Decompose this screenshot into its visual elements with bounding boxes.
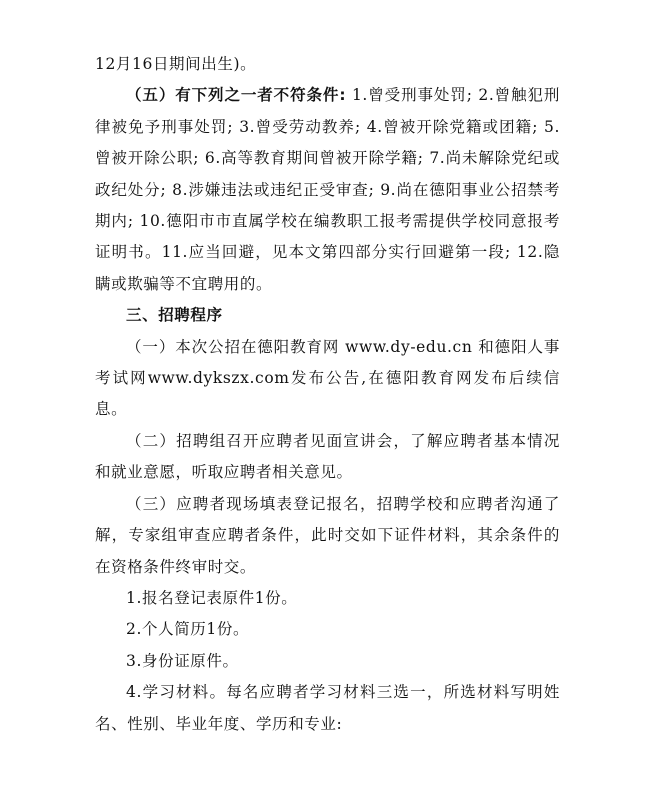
material-item-1: 1.报名登记表原件1份。 — [126, 588, 298, 607]
document-body — [95, 49, 560, 740]
procedure-step-3: （三）应聘者现场填表登记报名，招聘学校和应聘者沟通了解，专家组审查应聘者条件，此时交如下证件材料，其余条件的在资格条件终审时交。 — [95, 494, 560, 576]
paragraph-ineligibility — [95, 80, 560, 300]
section-heading-recruitment-procedure: 三、招聘程序 — [126, 306, 223, 325]
material-item-4: 4.学习材料。每名应聘者学习材料三选一，所选材料写明姓名、性别、毕业年度、学历和专业: — [95, 683, 560, 733]
material-item-3: 3.身份证原件。 — [126, 651, 239, 670]
procedure-step-1: （一）本次公招在德阳教育网 www.dy-edu.cn 和德阳人事考试网www.dykszx.com发布公告,在德阳教育网发布后续信息。 — [95, 337, 560, 419]
ineligibility-lead: （五）有下列之一者不符条件: — [126, 86, 347, 105]
material-item-2: 2.个人简历1份。 — [126, 620, 250, 639]
ineligibility-body: 1.曾受刑事处罚; 2.曾触犯刑律被免予刑事处罚; 3.曾受劳动教养; 4.曾被开除党籍或团籍; 5.曾被开除公职; 6.高等教育期间曾被开除学籍; 7.尚未解除党纪或政纪处分; 8.涉嫌违法或违纪正受审查; 9.尚在德阳事业公招禁考期内; 10.德阳市市直属学校在编教职工报考需提供学校同意报考证明书。11.应当回避，见本文第四部分实行回避第一段; 12.隐瞒或欺骗等不宜聘用的。 — [95, 86, 560, 293]
continued-paragraph: 12月16日期间出生)。 — [95, 55, 257, 73]
procedure-step-2: （二）招聘组召开应聘者见面宣讲会，了解应聘者基本情况和就业意愿，听取应聘者相关意见。 — [95, 431, 560, 482]
